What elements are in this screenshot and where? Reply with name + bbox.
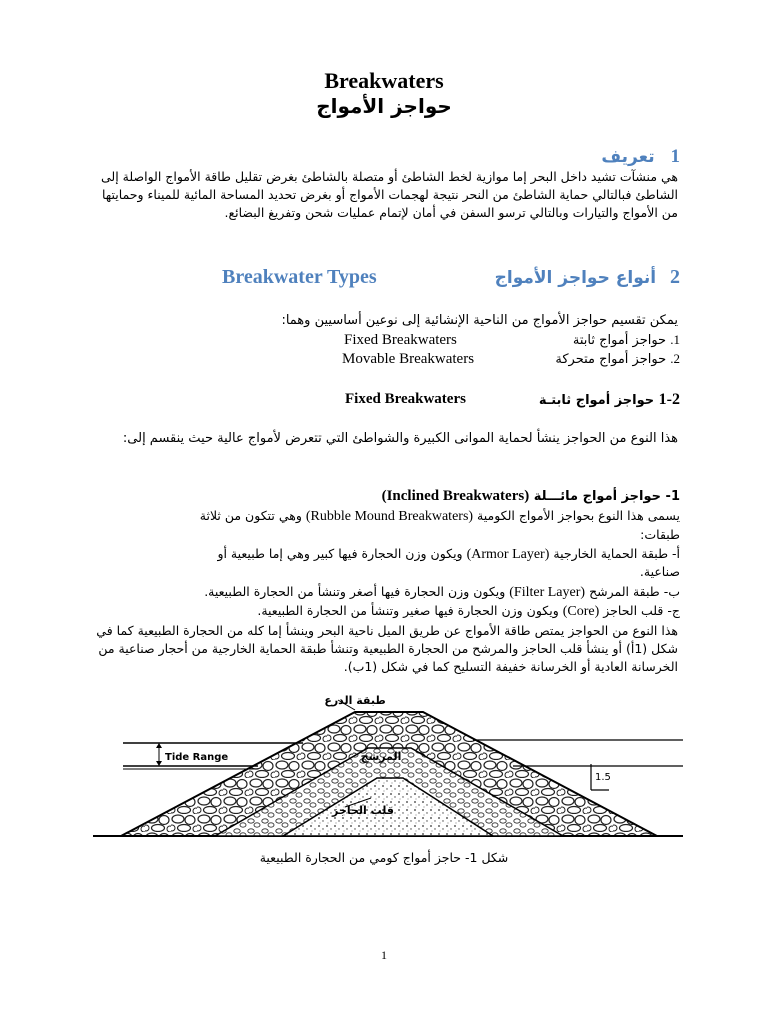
section-1-heading	[601, 146, 680, 168]
layer-a-prefix: أ-	[672, 546, 680, 561]
inclined-paragraph: هذا النوع من الحواجز يمتص طاقة الأمواج عن طريق الميل ناحية البحر وينشأ إما كله من الحجارة الطبيعية كما في شكل (1أ) أو ينشأ قلب الحاجز والمرشح من الحجارة الطبيعية وتنشأ طبقة الحماية الخارجية من أحجار صناعية من الخرسانة العادية أو الخرسانة خفيفة التسليح كما في شكل (1ب).	[96, 623, 678, 674]
type-1-ar: حواجز أمواج ثابتة	[572, 333, 667, 348]
label-filter: المرشح	[360, 750, 402, 763]
type-2-en: Movable Breakwaters	[342, 351, 475, 367]
inclined-heading-ar: 1- حواجز أمواج مائـــلة	[533, 489, 680, 504]
layer-c-en: (Core)	[562, 604, 600, 619]
layer-item-a	[217, 546, 680, 563]
layer-a-cont: صناعية.	[639, 564, 680, 579]
type-2-number: 2.	[670, 351, 680, 366]
layer-b-en: (Filter Layer)	[509, 585, 586, 600]
type-1-en: Fixed Breakwaters	[344, 332, 457, 348]
section-2-1-title-en: Fixed Breakwaters	[345, 391, 466, 407]
section-1-title: تعريف	[601, 147, 655, 167]
inclined-line-1-ar: وهي تتكون من ثلاثة	[199, 508, 302, 523]
label-tide-range: Tide Range	[165, 752, 229, 763]
figure-caption: شكل 1- حاجز أمواج كومي من الحجارة الطبيعية	[259, 850, 509, 865]
inclined-line-2: طبقات:	[640, 527, 680, 542]
page-number: 1	[381, 948, 387, 962]
layer-a-en: (Armor Layer)	[466, 547, 550, 562]
type-2-ar: حواجز أمواج متحركة	[555, 352, 667, 367]
section-2-1-title-ar: حواجز أمواج ثابتـة	[538, 393, 655, 408]
type-1-number: 1.	[670, 332, 680, 347]
section-2-title-en: Breakwater Types	[222, 266, 377, 288]
layer-item-c	[257, 603, 680, 620]
inclined-heading	[382, 488, 680, 505]
inclined-line-1-ar2: يسمى هذا النوع بحواجز الأمواج الكومية	[477, 508, 680, 523]
type-item-2	[555, 351, 680, 367]
layer-c-ar: قلب الحاجز	[603, 603, 664, 618]
inclined-line-1-en: (Rubble Mound Breakwaters)	[305, 509, 474, 524]
layer-c-desc: ويكون وزن الحجارة فيها صغير وتنشأ من الحجارة الطبيعية.	[257, 603, 559, 618]
section-2-title-ar: أنواع حواجز الأمواج	[494, 268, 657, 288]
page-title: Breakwaters	[324, 68, 444, 93]
inclined-heading-en: (Inclined Breakwaters)	[381, 488, 530, 504]
page-title-arabic: حواجز الأمواج	[316, 94, 452, 118]
type-item-1	[573, 332, 680, 348]
inclined-line-1	[200, 508, 680, 525]
section-1-number: 1	[670, 146, 680, 167]
breakwater-diagram	[93, 688, 683, 868]
section-2-1-heading	[539, 391, 680, 409]
layer-b-prefix: ب-	[663, 584, 680, 599]
layer-item-b	[204, 584, 680, 601]
layer-c-prefix: ج-	[667, 603, 680, 618]
layer-b-ar: طبقة المرشح	[589, 584, 660, 599]
layer-b-desc: ويكون وزن الحجارة فيها أصغر وتنشأ من الحجارة الطبيعية.	[204, 584, 506, 599]
layer-a-desc: ويكون وزن الحجارة فيها كبير وهي إما طبيعية أو	[217, 546, 463, 561]
section-2-1-body: هذا النوع من الحواجز ينشأ لحماية الموانى الكبيرة والشواطئ التي تتعرض لأمواج عالية حيث ينقسم إلى:	[122, 431, 678, 446]
section-2-intro: يمكن تقسيم حواجز الأمواج من الناحية الإنشائية إلى نوعين أساسيين وهما:	[281, 313, 678, 328]
section-2-heading	[495, 266, 680, 289]
section-2-number: 2	[670, 266, 680, 288]
layer-a-ar: طبقة الحماية الخارجية	[553, 546, 669, 561]
section-1-body: هي منشآت تشيد داخل البحر إما موازية لخط الشاطئ أو متصلة بالشاطئ بغرض تقليل طاقة الأمواج الواصلة إلى الشاطئ فبالتالي حماية الشاطئ من النحر نتيجة لهجمات الأمواج أو بغرض تحديد المساحة المائية للميناء وحمايتها من الأمواج والتيارات وبالتالي ترسو السفن في أمان لإتمام عمليات شحن وتفريغ البضائع.	[100, 169, 678, 220]
section-2-1-number: 1-2	[658, 391, 680, 408]
label-core: قلب الحاجز	[332, 804, 394, 817]
label-slope: 1.5	[595, 772, 611, 783]
label-armor: طبقة الدرع	[324, 694, 386, 707]
